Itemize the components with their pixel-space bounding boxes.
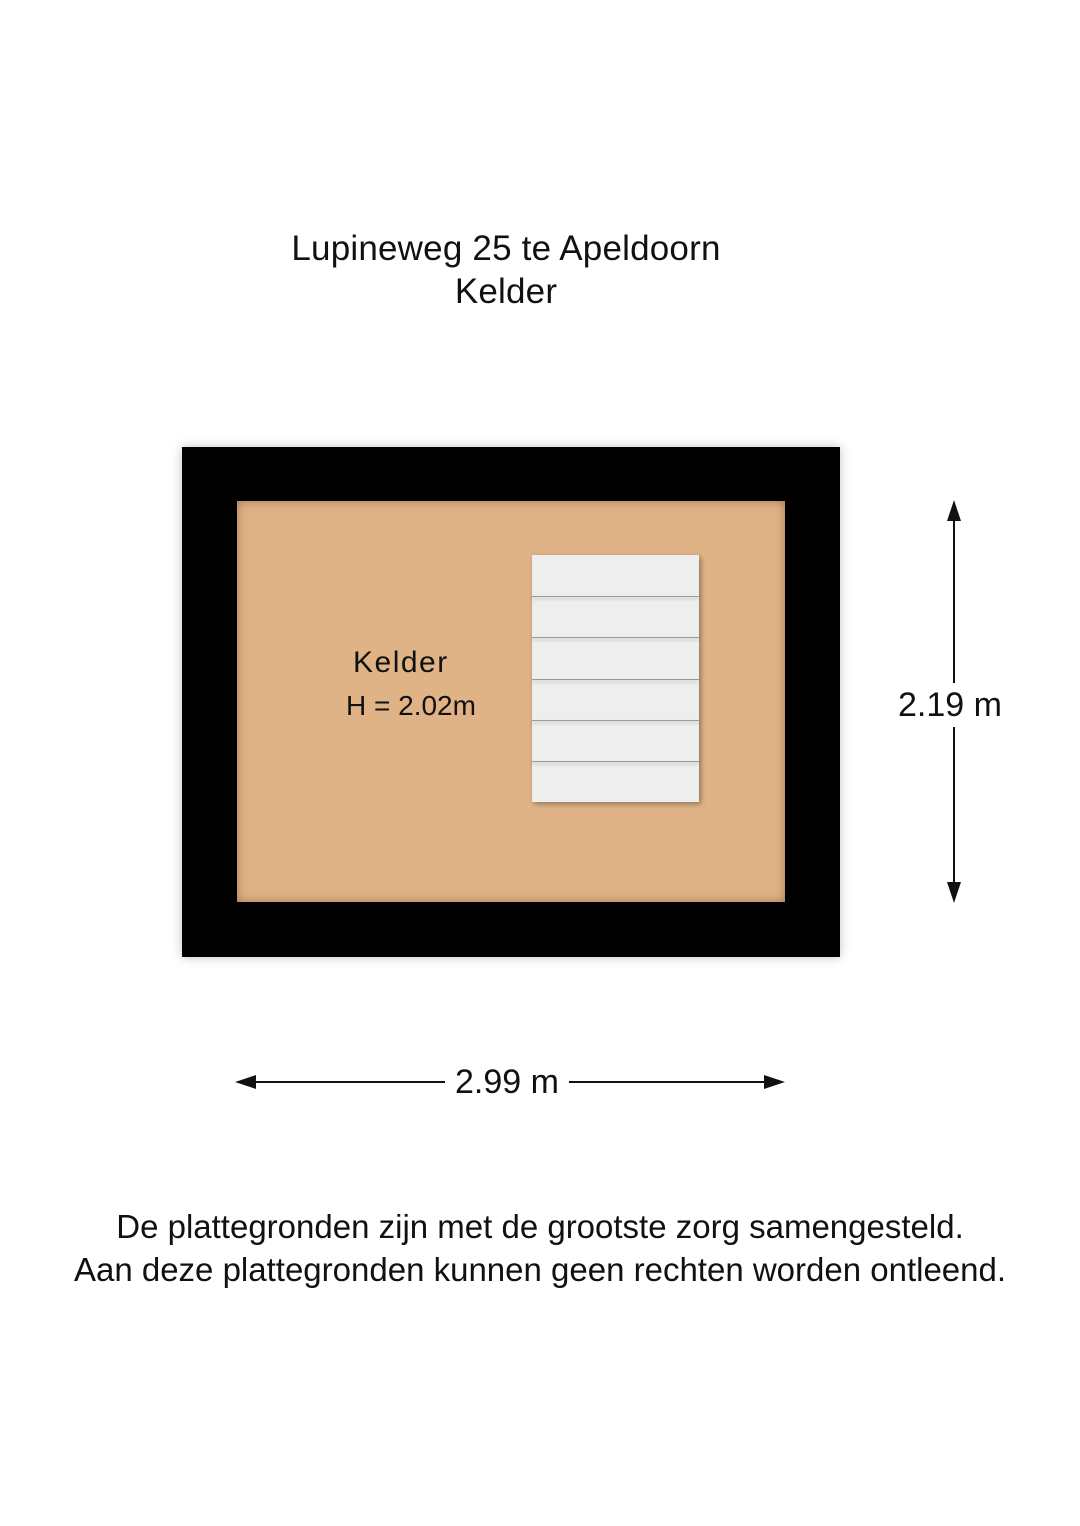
room-height-label: H = 2.02m: [346, 690, 476, 721]
plan-address-title: Lupineweg 25 te Apeldoorn: [291, 229, 721, 268]
arrow-right-icon: [764, 1075, 785, 1089]
width-dimension-label: 2.99 m: [445, 1062, 569, 1102]
depth-dimension-label: 2.19 m: [898, 683, 1002, 727]
arrow-up-icon: [947, 500, 961, 521]
arrow-left-icon: [235, 1075, 256, 1089]
disclaimer-line-1: De plattegronden zijn met de grootste zorg samengesteld.: [116, 1208, 964, 1245]
plan-floor-title: Kelder: [454, 272, 558, 311]
room-name-label: Kelder: [353, 646, 449, 679]
disclaimer-line-2: Aan deze plattegronden kunnen geen rechten worden ontleend.: [73, 1251, 1007, 1288]
arrow-down-icon: [947, 882, 961, 903]
